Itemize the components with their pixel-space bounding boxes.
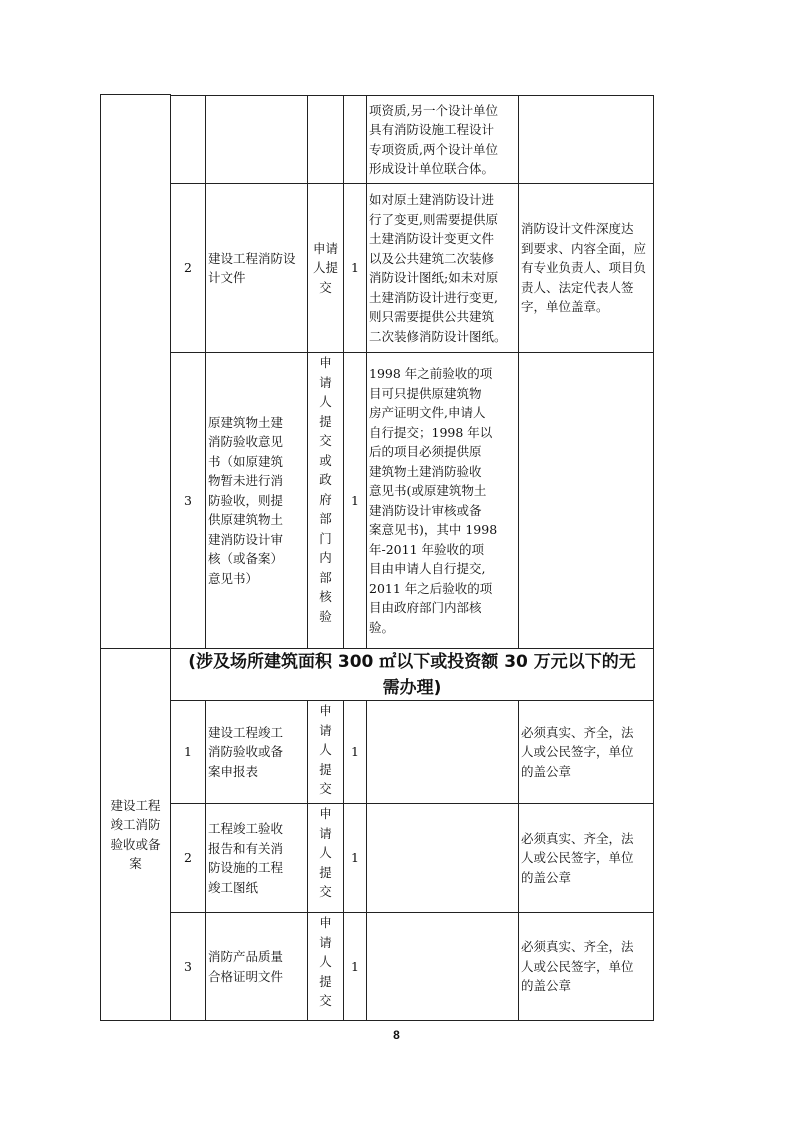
item-name bbox=[205, 912, 308, 1021]
item-number bbox=[170, 912, 206, 1021]
category-cell-text: 建设工程 竣工消防 验收或备 案 bbox=[110, 797, 161, 871]
item-source bbox=[307, 352, 344, 649]
item-number bbox=[170, 95, 206, 184]
category-cell bbox=[100, 648, 171, 1021]
item-note bbox=[366, 352, 519, 649]
item-requirement-text: 必须真实、齐全，法 人或公民签字，单位 的盖公章 bbox=[521, 724, 634, 779]
item-source-text: 申 请 人 提 交 bbox=[319, 915, 332, 1008]
item-name-text: 建设工程竣工 消防验收或备 案申报表 bbox=[208, 724, 284, 779]
item-count-text: 1 bbox=[351, 958, 359, 974]
item-source-text: 申 请 人 提 交 或 政 府 部 门 内 部 核 验 bbox=[319, 355, 332, 624]
item-note bbox=[366, 700, 519, 804]
item-count bbox=[343, 352, 367, 649]
item-requirement bbox=[518, 700, 654, 804]
item-requirement bbox=[518, 352, 654, 649]
item-count bbox=[343, 803, 367, 913]
item-requirement bbox=[518, 95, 654, 184]
item-source-text: 申 请 人 提 交 bbox=[319, 806, 332, 899]
item-note-text: 项资质,另一个设计单位 具有消防设施工程设计 专项资质,两个设计单位 形成设计单位联合体。 bbox=[369, 102, 498, 176]
item-count bbox=[343, 95, 367, 184]
item-requirement bbox=[518, 803, 654, 913]
item-name-text: 建设工程消防设 计文件 bbox=[208, 250, 296, 285]
item-note-text: 1998 年之前验收的项 目可只提供原建筑物 房产证明文件,申请人 自行提交；1998 年以 后的项目必须提供原 建筑物土建消防验收 意见书(或原建筑物土 建消防设计审核或备 案意见书)，其中 1998 年-2011 年验收的项 目由申请人自行提交, 2011 年之后验收的项 目由政府部门内部核 验。 bbox=[369, 366, 498, 635]
item-requirement bbox=[518, 183, 654, 353]
exemption-notice bbox=[170, 648, 654, 701]
item-name-text: 工程竣工验收 报告和有关消 防设施的工程 竣工图纸 bbox=[208, 821, 284, 895]
item-number-text: 2 bbox=[184, 260, 192, 276]
item-source bbox=[307, 803, 344, 913]
item-name-text: 消防产品质量 合格证明文件 bbox=[208, 949, 284, 984]
item-requirement-text: 必须真实、齐全，法 人或公民签字，单位 的盖公章 bbox=[521, 830, 634, 885]
item-note bbox=[366, 803, 519, 913]
item-note bbox=[366, 183, 519, 353]
item-name bbox=[205, 95, 308, 184]
item-number bbox=[170, 803, 206, 913]
exemption-notice-text: (涉及场所建筑面积 300 ㎡以下或投资额 30 万元以下的无 需办理) bbox=[188, 651, 636, 698]
item-source bbox=[307, 700, 344, 804]
item-source-text: 申请 人提 交 bbox=[312, 240, 338, 295]
item-source bbox=[307, 912, 344, 1021]
item-source bbox=[307, 95, 344, 184]
item-count-text: 1 bbox=[351, 260, 359, 276]
item-source-text: 申 请 人 提 交 bbox=[319, 703, 332, 796]
item-name bbox=[205, 700, 308, 804]
item-number-text: 2 bbox=[184, 850, 192, 866]
item-requirement bbox=[518, 912, 654, 1021]
item-note-text: 如对原土建消防设计进 行了变更,则需要提供原 土建消防设计变更文件 以及公共建筑二次装修 消防设计图纸;如未对原 土建消防设计进行变更, 则只需要提供公共建筑 二次装修消防设计图纸。 bbox=[369, 192, 507, 344]
item-count-text: 1 bbox=[351, 850, 359, 866]
item-count bbox=[343, 700, 367, 804]
item-count-text: 1 bbox=[351, 492, 359, 508]
item-note bbox=[366, 912, 519, 1021]
item-requirement-text: 消防设计文件深度达 到要求、内容全面，应 有专业负责人、项目负 责人、法定代表人签 字，单位盖章。 bbox=[521, 221, 647, 315]
item-note bbox=[366, 95, 519, 184]
item-name-text: 原建筑物土建 消防验收意见 书（如原建筑 物暂未进行消 防验收，则提 供原建筑物土 建消防设计审 核（或备案） 意见书） bbox=[208, 414, 284, 586]
item-name bbox=[205, 183, 308, 353]
item-count-text: 1 bbox=[351, 744, 359, 760]
item-requirement-text: 必须真实、齐全，法 人或公民签字，单位 的盖公章 bbox=[521, 939, 634, 994]
page-number: 8 bbox=[393, 1028, 400, 1042]
item-count bbox=[343, 183, 367, 353]
item-number bbox=[170, 183, 206, 353]
item-source bbox=[307, 183, 344, 353]
item-count bbox=[343, 912, 367, 1021]
item-number-text: 3 bbox=[184, 492, 192, 508]
category-cell-previous bbox=[100, 94, 171, 649]
item-name bbox=[205, 803, 308, 913]
item-number bbox=[170, 352, 206, 649]
item-number-text: 1 bbox=[184, 744, 192, 760]
item-name bbox=[205, 352, 308, 649]
item-number-text: 3 bbox=[184, 958, 192, 974]
item-number bbox=[170, 700, 206, 804]
